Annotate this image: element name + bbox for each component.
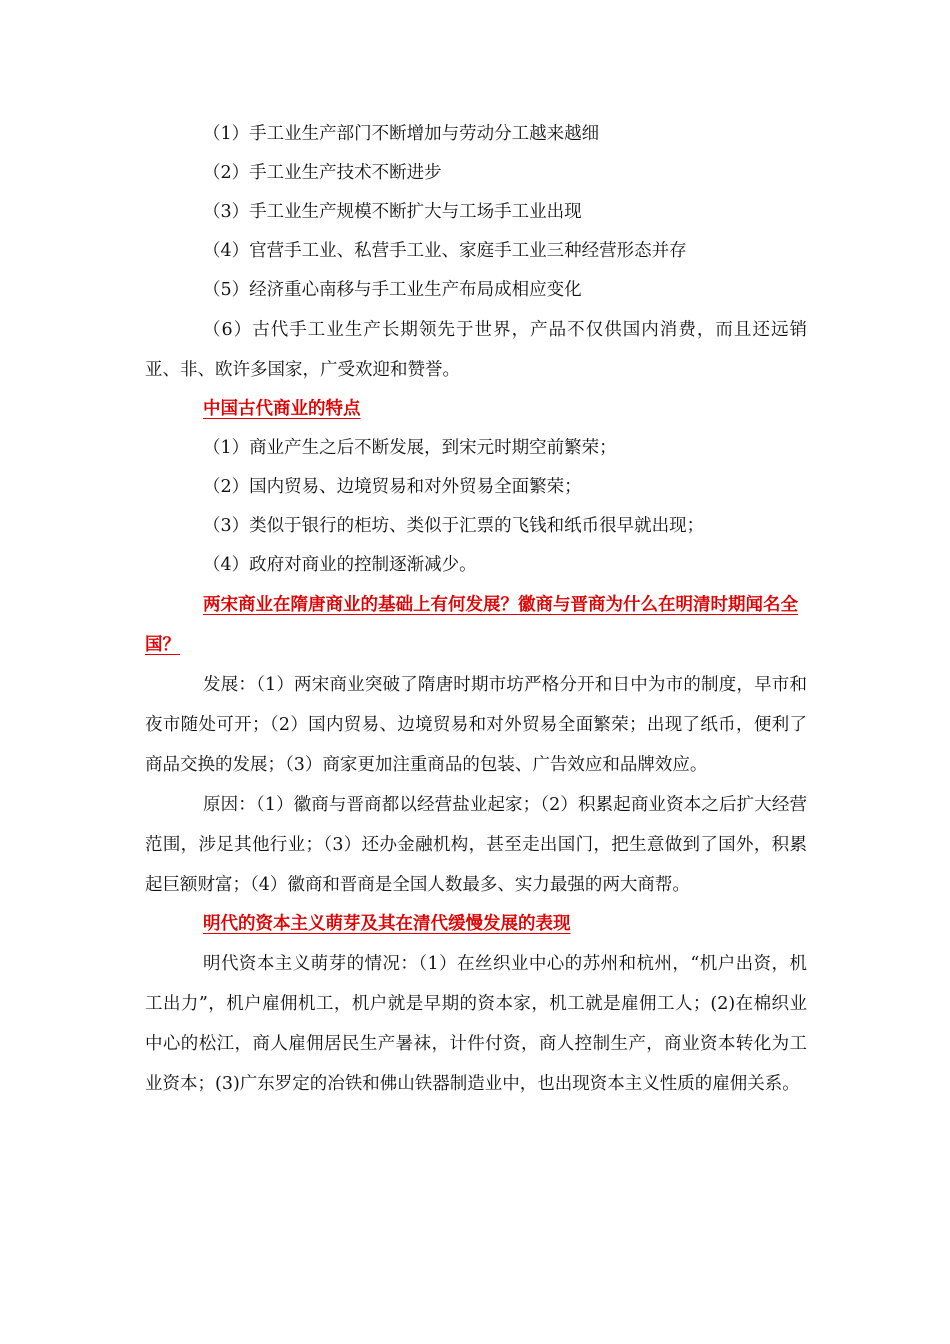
song-heading-block bbox=[145, 585, 807, 665]
commerce-item-4: （4）政府对商业的控制逐渐减少。 bbox=[203, 555, 477, 575]
commerce-heading: 中国古代商业的特点 bbox=[203, 399, 361, 419]
handicraft-item-4: （4）官营手工业、私营手工业、家庭手工业三种经营形态并存 bbox=[203, 241, 687, 261]
capitalism-heading: 明代的资本主义萌芽及其在清代缓慢发展的表现 bbox=[203, 914, 571, 934]
handicraft-item-2: （2）手工业生产技术不断进步 bbox=[203, 163, 442, 183]
handicraft-item-6: （6）古代手工业生产长期领先于世界，产品不仅供国内消费，而且还远销亚、非、欧许多国家，广受欢迎和赞誉。 bbox=[145, 320, 807, 380]
handicraft-item-3: （3）手工业生产规模不断扩大与工场手工业出现 bbox=[203, 202, 582, 222]
capitalism-paragraph: 明代资本主义萌芽的情况：（1）在丝织业中心的苏州和杭州，“机户出资，机工出力”，机户雇佣机工，机户就是早期的资本家，机工就是雇佣工人；(2)在棉织业中心的松江，商人雇佣居民生产暑袜，计件付资，商人控制生产，商业资本转化为工业资本；(3)广东罗定的冶铁和佛山铁器制造业中，也出现资本主义性质的雇佣关系。 bbox=[145, 954, 807, 1094]
document-page bbox=[145, 115, 807, 1104]
handicraft-item-5: （5）经济重心南移与手工业生产布局成相应变化 bbox=[203, 280, 582, 300]
handicraft-item-1: （1）手工业生产部门不断增加与劳动分工越来越细 bbox=[203, 124, 600, 144]
commerce-item-2: （2）国内贸易、边境贸易和对外贸易全面繁荣； bbox=[203, 477, 582, 497]
song-heading: 两宋商业在隋唐商业的基础上有何发展？徽商与晋商为什么在明清时期闻名全国？ bbox=[145, 595, 798, 655]
song-development-paragraph: 发展：（1）两宋商业突破了隋唐时期市坊严格分开和日中为市的制度，早市和夜市随处可开；（2）国内贸易、边境贸易和对外贸易全面繁荣；出现了纸币，便利了商品交换的发展；（3）商家更加注重商品的包装、广告效应和品牌效应。 bbox=[145, 675, 807, 775]
commerce-item-3: （3）类似于银行的柜坊、类似于汇票的飞钱和纸币很早就出现； bbox=[203, 516, 705, 536]
song-reason-paragraph: 原因：（1）徽商与晋商都以经营盐业起家；（2）积累起商业资本之后扩大经营范围，涉足其他行业；（3）还办金融机构，甚至走出国门，把生意做到了国外，积累起巨额财富；（4）徽商和晋商是全国人数最多、实力最强的两大商帮。 bbox=[145, 795, 807, 895]
commerce-heading-row bbox=[145, 390, 807, 429]
commerce-item-1: （1）商业产生之后不断发展，到宋元时期空前繁荣； bbox=[203, 438, 617, 458]
capitalism-heading-row bbox=[145, 905, 807, 944]
